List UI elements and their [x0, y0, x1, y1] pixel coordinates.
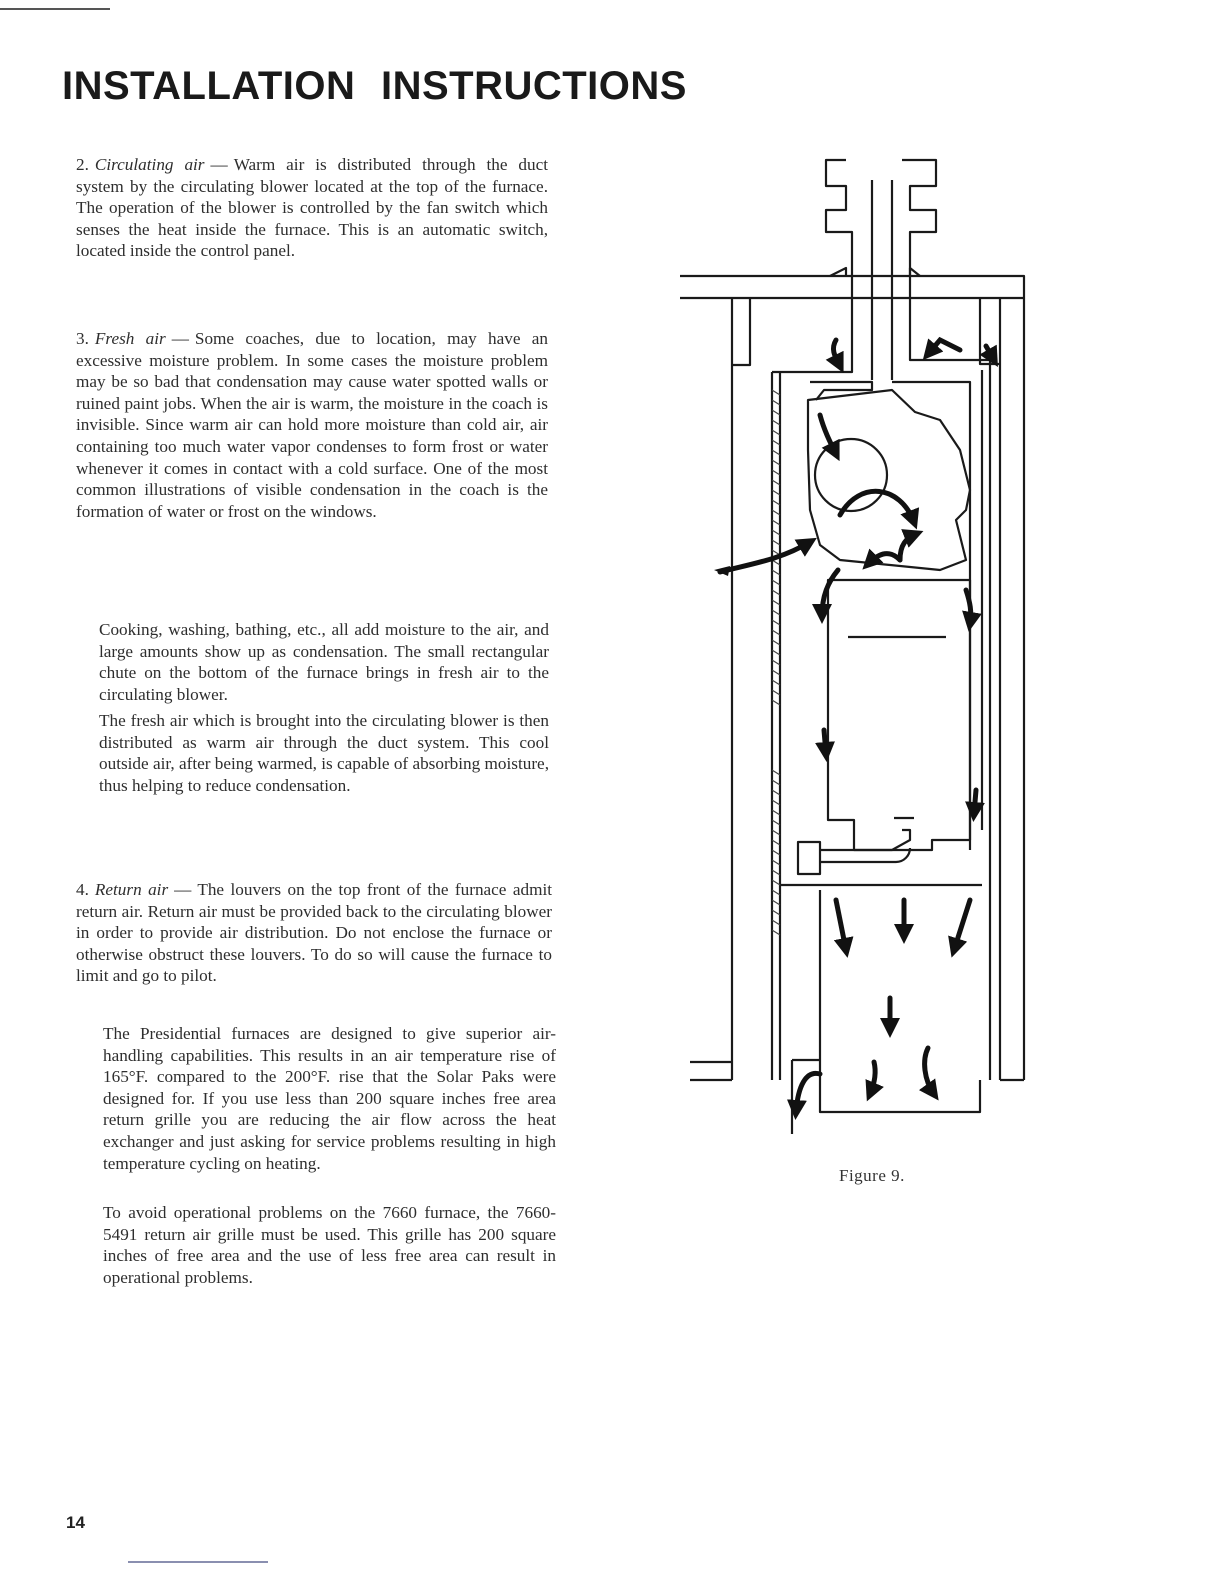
return-air-paragraph-2: The Presidential furnaces are designed to give superior air-handling capabilities. This results in an air temperature rise of 165°F. compared to the 200°F. rise that the Solar Paks were designed for. If you use less than 200 square inches free area return grille you are reducing the air flow across the heat exchanger and just asking for service problems resulting in high temperature cycling on heating.: [103, 1024, 556, 1173]
section-number: 3.: [76, 329, 89, 348]
page-title: INSTALLATION INSTRUCTIONS: [62, 64, 687, 108]
section-number: 4.: [76, 880, 89, 899]
section-circulating-air: [76, 154, 548, 262]
section-number: 2.: [76, 155, 89, 174]
heat-exchanger: [828, 580, 970, 850]
outer-wall: [732, 298, 1024, 1080]
section-term: Circulating air: [94, 155, 205, 174]
section-return-air: [76, 879, 552, 987]
figure-caption: Figure 9.: [839, 1166, 905, 1185]
em-dash: —: [171, 329, 189, 348]
top-rule: [0, 8, 110, 10]
em-dash: —: [174, 880, 192, 899]
section-term: Fresh air: [94, 329, 166, 348]
fresh-air-inlet-arrow: [714, 566, 730, 576]
furnace-casing: [772, 274, 990, 1080]
section-text: Warm air is distributed through the duct system by the circulating blower located at the top of the furnace. The operation of the blower is controlled by the fan switch which senses the heat inside the furnace. This is an automatic switch, located inside the control panel.: [76, 155, 548, 261]
return-air-paragraph-3: To avoid operational problems on the 7660 furnace, the 7660-5491 return air grille must be used. This grille has 200 square inches of free area and the use of less free area can result in operational problems.: [103, 1203, 556, 1287]
furnace-airflow-diagram: [670, 150, 1040, 1150]
section-term: Return air: [94, 880, 169, 899]
gas-burner: [798, 818, 914, 874]
fresh-air-chute: [690, 885, 1024, 1134]
section-text: The louvers on the top front of the furnace admit return air. Return air must be provided back to the circulating blower in order to provide air distribution. Do not enclose the furnace or otherwise obstruct these louvers. To do so will cause the furnace to limit and go to pilot.: [76, 880, 552, 986]
airflow-arrows: [720, 340, 994, 1112]
em-dash: —: [210, 155, 228, 174]
section-fresh-air: [76, 328, 548, 522]
blower-housing: [808, 390, 970, 570]
fresh-air-paragraph-3: The fresh air which is brought into the circulating blower is then distributed as warm air through the duct system. This cool outside air, after being warmed, is capable of absorbing moisture, thus helping to reduce condensation.: [99, 711, 549, 795]
fresh-air-paragraph-2: Cooking, washing, bathing, etc., all add moisture to the air, and large amounts show up as condensation. The small rectangular chute on the bottom of the furnace brings in fresh air to the circulating blower.: [99, 620, 549, 704]
page-number: 14: [66, 1513, 85, 1532]
bottom-rule: [128, 1561, 268, 1563]
section-text: Some coaches, due to location, may have an excessive moisture problem. In some cases the moisture problem may be so bad that condensation may cause water spotted walls or ruined paint jobs. When the air is warm, the moisture in the coach is invisible. Since warm air can hold more moisture than cold air, air containing too much water vapor condenses to form frost or water whenever it comes in contact with a cold surface. One of the most common illustrations of visible condensation in the coach is the formation of water or frost on the windows.: [76, 329, 548, 521]
return-air-louvers: [772, 390, 780, 935]
